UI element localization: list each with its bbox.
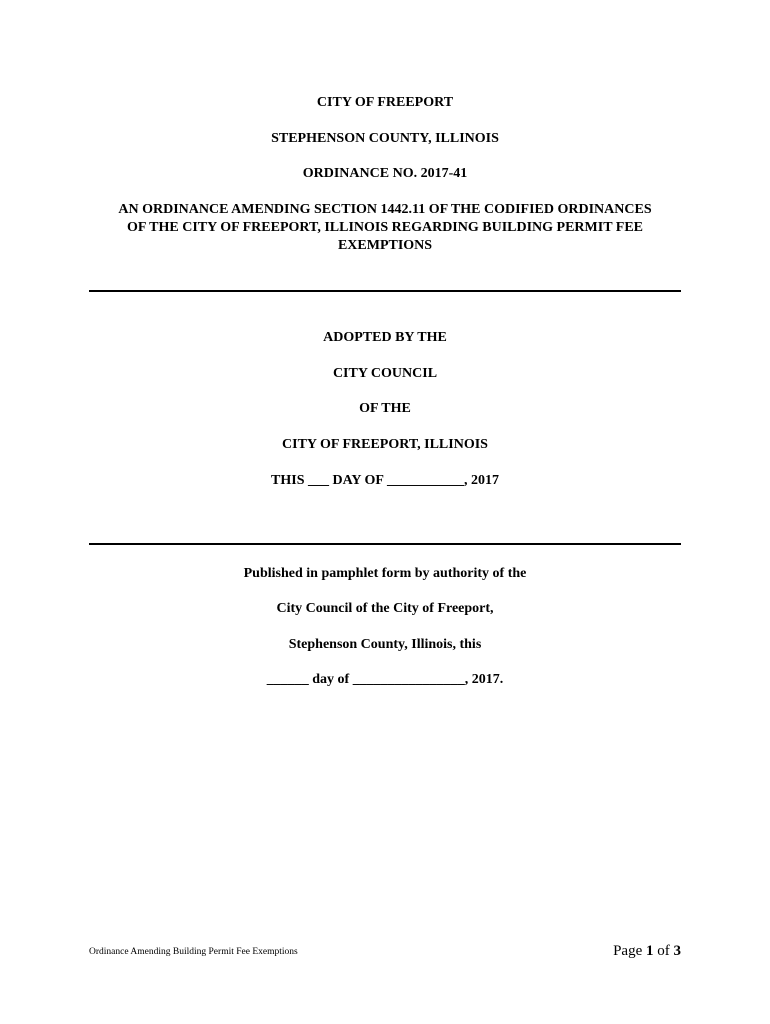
- divider-top: [89, 290, 681, 292]
- page-current: 1: [646, 943, 654, 959]
- ordinance-title-line-2: OF THE CITY OF FREEPORT, ILLINOIS REGARDING BUILDING PERMIT FEE: [126, 220, 644, 235]
- adopted-line-3: OF THE: [359, 401, 411, 416]
- ordinance-number: ORDINANCE NO. 2017-41: [302, 166, 468, 181]
- published-line-3: Stephenson County, Illinois, this: [288, 637, 482, 652]
- ordinance-title: [80, 201, 690, 255]
- published-line-1: Published in pamphlet form by authority of the: [243, 566, 527, 581]
- county-heading: STEPHENSON COUNTY, ILLINOIS: [271, 131, 499, 146]
- adopted-line-2: CITY COUNCIL: [332, 366, 438, 381]
- ordinance-title-line-3: EXEMPTIONS: [337, 238, 433, 253]
- page-total: 3: [673, 943, 681, 959]
- ordinance-title-line-1: AN ORDINANCE AMENDING SECTION 1442.11 OF THE CODIFIED ORDINANCES: [118, 202, 652, 217]
- city-heading: CITY OF FREEPORT: [316, 95, 454, 110]
- footer-document-title: Ordinance Amending Building Permit Fee Exemptions: [89, 947, 298, 957]
- adopted-line-4: CITY OF FREEPORT, ILLINOIS: [282, 437, 488, 452]
- adopted-date-line: THIS ___ DAY OF ___________, 2017: [271, 473, 499, 488]
- published-date-line: ______ day of ________________, 2017.: [266, 672, 504, 687]
- page-number: [613, 942, 681, 960]
- published-line-2: City Council of the City of Freeport,: [276, 601, 494, 616]
- page-of: of: [657, 943, 670, 959]
- adopted-line-1: ADOPTED BY THE: [323, 330, 447, 345]
- page-label: Page: [613, 943, 643, 959]
- divider-bottom: [89, 543, 681, 545]
